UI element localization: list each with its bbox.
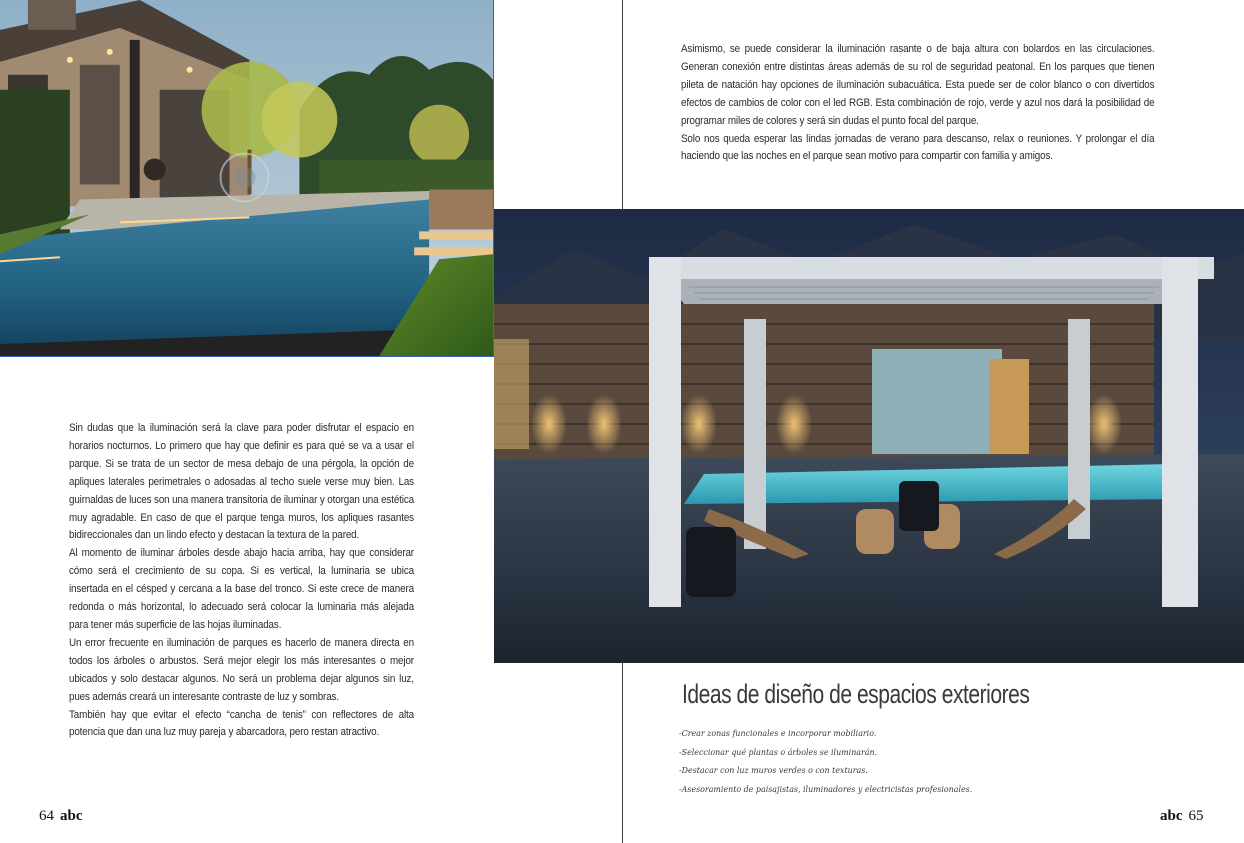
right-page-body-text bbox=[681, 41, 1154, 166]
pergola-terrace-photo bbox=[494, 209, 1244, 663]
villa-pool-photo bbox=[0, 0, 494, 357]
body-paragraph: Al momento de iluminar árboles desde abajo hacia arriba, hay que considerar cómo será el crecimiento de su copa. Si es vertical, la luminaria se ubica insertada en el césped y cercana a la base del tronco. Si este crece de manera redonda o más horizontal, lo adecuado será colocar la luminaria más alejada para tener más superficie de las hojas iluminadas. bbox=[69, 547, 414, 631]
ideas-list-item: -Crear zonas funcionales e incorporar mobiliario. bbox=[679, 729, 877, 739]
page-folio-right bbox=[1160, 808, 1204, 825]
left-page-body-text bbox=[69, 420, 414, 742]
ideas-list-item: -Seleccionar qué plantas o árboles se iluminarán. bbox=[679, 747, 878, 758]
magazine-brand: abc bbox=[60, 808, 83, 824]
ideas-list-item: -Asesoramiento de paisajistas, iluminadores y electricistas profesionales. bbox=[679, 784, 973, 795]
body-paragraph: Sin dudas que la iluminación será la clave para poder disfrutar el espacio en horarios nocturnos. Lo primero que hay que definir es para qué se va a usar el parque. Si se trata de un sector de mesa debajo de una pérgola, la opción de apliques laterales perimetrales o adosadas al techo suele verse muy bien. Las guirnaldas de luces son una manera transitoria de iluminar y otorgan una estética muy agradable. En caso de que el parque tenga muros, los apliques rasantes bidireccionales dan un lindo efecto y destacan la textura de la pared. bbox=[69, 422, 414, 542]
body-paragraph: Solo nos queda esperar las lindas jornadas de verano para descanso, relax o reuniones. Y prolongar el día haciendo que las noches en el parque sean motivo para compartir con familia y amigos. bbox=[681, 132, 1155, 163]
magazine-brand: abc bbox=[1160, 808, 1183, 824]
ideas-list-item: -Destacar con luz muros verdes o con texturas. bbox=[679, 766, 868, 776]
page-number: 64 bbox=[39, 808, 54, 824]
ideas-list bbox=[679, 725, 998, 799]
page-folio-left bbox=[39, 808, 83, 825]
body-paragraph: Un error frecuente en iluminación de parques es hacerlo de manera directa en todos los árboles o arbustos. Será mejor elegir los más interesantes o mejor ubicados y solo destacar algunos. No será un problema dejar algunos sin luz, pues además creará un interesante contraste de luz y sombras. bbox=[69, 636, 414, 703]
section-title: Ideas de diseño de espacios exteriores bbox=[682, 679, 1030, 709]
body-paragraph: También hay que evitar el efecto “cancha de tenis” con reflectores de alta potencia que dan una luz muy pareja y abarcadora, pero restan atractivo. bbox=[69, 708, 414, 739]
body-paragraph: Asimismo, se puede considerar la iluminación rasante o de baja altura con bolardos en las circulaciones. Generan conexión entre distintas áreas además de su rol de seguridad peatonal. En los parques que tienen pileta de natación hay opciones de iluminación subacuática. Esta puede ser de color blanco o con divertidos efectos de cambios de color con el led RGB. Esta combinación de rojo, verde y azul nos dará la posibilidad de programar miles de colores y será sin dudas el punto focal del parque. bbox=[681, 43, 1155, 127]
page-number: 65 bbox=[1188, 808, 1204, 824]
